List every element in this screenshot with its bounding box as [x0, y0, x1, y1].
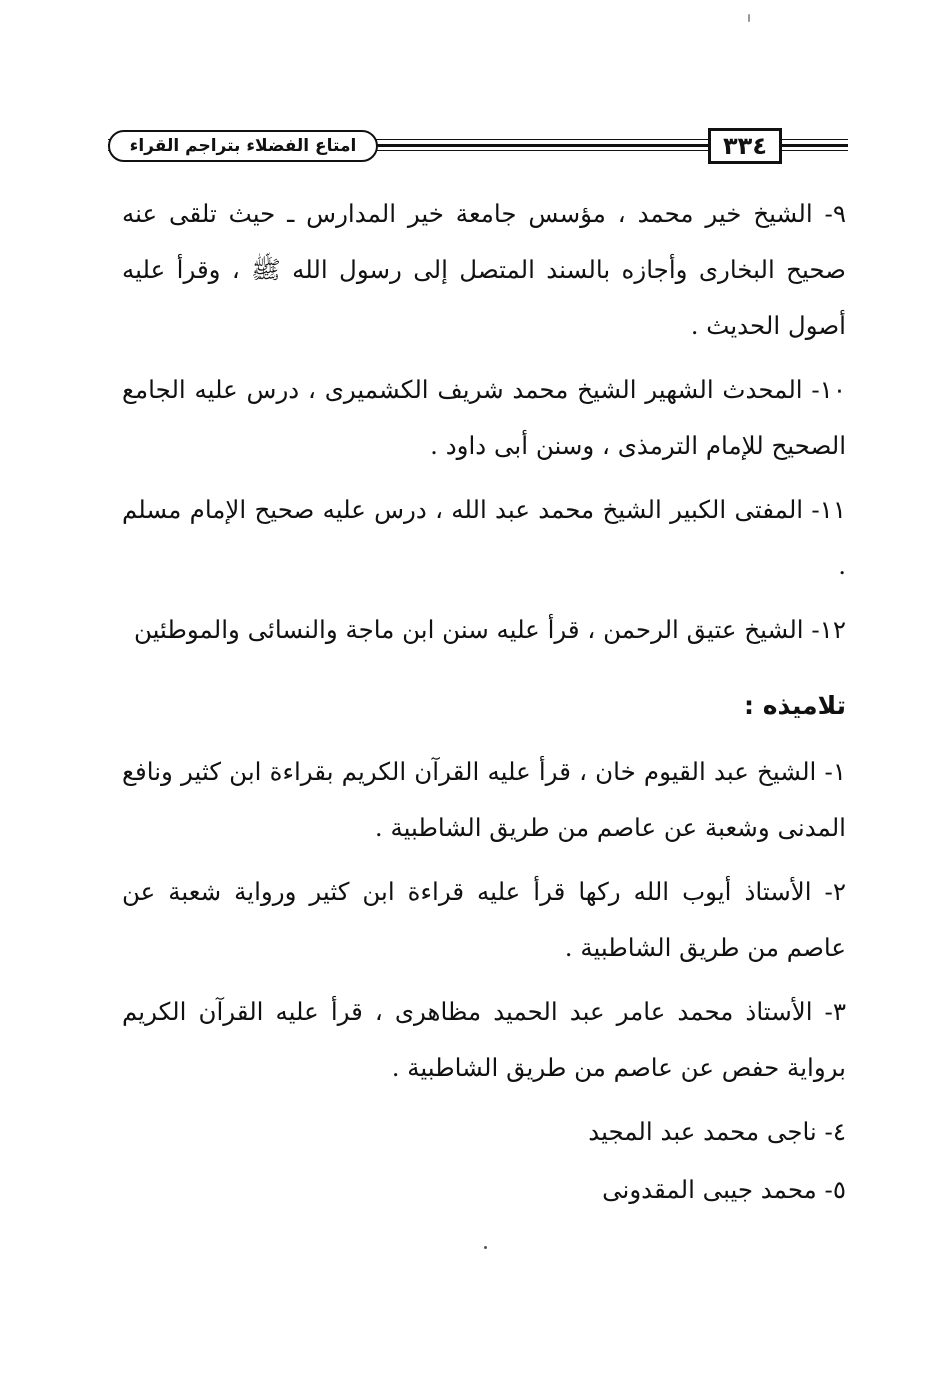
student-item-3: ٣- الأستاذ محمد عامر عبد الحميد مظاهرى ، قرأ عليه القرآن الكريم برواية حفص عن عاصم من طريق الشاطبية .: [122, 997, 846, 1082]
page-body: [122, 186, 846, 1220]
scan-mark: [748, 14, 750, 22]
teacher-item-9: ٩- الشيخ خير محمد ، مؤسس جامعة خير المدارس ـ حيث تلقى عنه صحيح البخارى وأجازه بالسند المتصل إلى رسول الله ﷺ ، وقرأ عليه أصول الحديث .: [122, 199, 846, 340]
student-item-2: ٢- الأستاذ أيوب الله ركها قرأ عليه قراءة ابن كثير ورواية شعبة عن عاصم من طريق الشاطبية .: [122, 877, 846, 962]
running-header: [108, 126, 848, 166]
teacher-item-11: ١١- المفتى الكبير الشيخ محمد عبد الله ، درس عليه صحيح الإمام مسلم .: [122, 495, 846, 580]
student-item-5: ٥- محمد جيبى المقدونى: [602, 1175, 846, 1204]
scan-speck: [484, 1246, 487, 1249]
page-number: ٣٣٤: [708, 128, 782, 164]
student-item-1: ١- الشيخ عبد القيوم خان ، قرأ عليه القرآن الكريم بقراءة ابن كثير ونافع المدنى وشعبة عن عاصم من طريق الشاطبية .: [122, 757, 846, 842]
student-item-4: ٤- ناجى محمد عبد المجيد: [588, 1117, 846, 1146]
teacher-item-10: ١٠- المحدث الشهير الشيخ محمد شريف الكشميرى ، درس عليه الجامع الصحيح للإمام الترمذى ، وسنن أبى داود .: [122, 375, 846, 460]
book-title: امتاع الفضلاء بتراجم القراء: [108, 130, 378, 162]
students-heading: تلاميذه :: [744, 691, 846, 720]
teacher-item-12: ١٢- الشيخ عتيق الرحمن ، قرأ عليه سنن ابن ماجة والنسائى والموطئين: [133, 615, 846, 644]
